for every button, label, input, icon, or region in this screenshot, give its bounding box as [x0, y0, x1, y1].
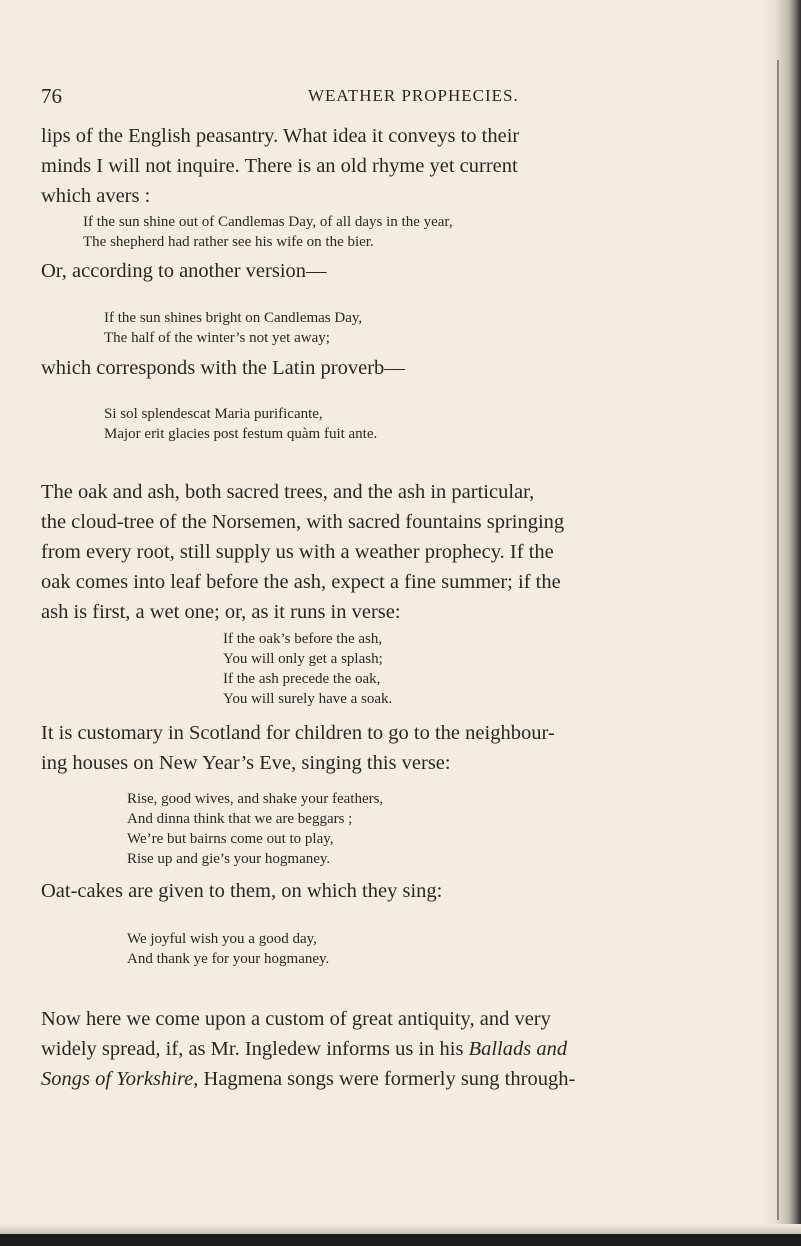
- paragraph-3: [41, 353, 717, 383]
- text-line: Or, according to another version—: [41, 260, 327, 282]
- text-line: minds I will not inquire. There is an old rhyme yet current: [41, 155, 518, 177]
- verse-2: [104, 308, 362, 348]
- book-title-part: Songs of Yorkshire: [41, 1068, 194, 1090]
- verse-line: The half of the winter’s not yet away;: [104, 330, 330, 346]
- paragraph-5: [41, 718, 717, 778]
- verse-line: The shepherd had rather see his wife on the bier.: [83, 234, 374, 250]
- page-header: [0, 84, 780, 114]
- verse-line: If the ash precede the oak,: [223, 671, 381, 687]
- text-line: It is customary in Scotland for children to go to the neighbour-: [41, 722, 555, 744]
- verse-1: [83, 212, 453, 252]
- paragraph-4: [41, 477, 717, 627]
- verse-5: [127, 789, 383, 869]
- paragraph-6: [41, 876, 717, 906]
- bottom-edge: [0, 1234, 801, 1246]
- paragraph-2: [41, 256, 717, 286]
- paragraph-7: [41, 1004, 717, 1094]
- text-line: oak comes into leaf before the ash, expect a fine summer; if the: [41, 571, 561, 593]
- text-line: [41, 1034, 717, 1064]
- text-line: Oat-cakes are given to them, on which they sing:: [41, 880, 443, 902]
- text-line: lips of the English peasantry. What idea it conveys to their: [41, 125, 520, 147]
- running-title: WEATHER PROPHECIES.: [308, 86, 519, 105]
- verse-line: We’re but bairns come out to play,: [127, 831, 334, 847]
- verse-line: And dinna think that we are beggars ;: [127, 811, 353, 827]
- book-title-part: Ballads and: [468, 1038, 568, 1060]
- verse-line: Si sol splendescat Maria purificante,: [104, 406, 323, 422]
- text-line: which avers :: [41, 185, 151, 207]
- verse-line: Rise, good wives, and shake your feathers,: [127, 791, 384, 807]
- text-line: [41, 1064, 717, 1094]
- text-line: The oak and ash, both sacred trees, and the ash in particular,: [41, 481, 535, 503]
- verse-line: If the sun shines bright on Candlemas Day,: [104, 310, 363, 326]
- page-edge-shadow: [761, 0, 801, 1246]
- verse-line: You will surely have a soak.: [223, 691, 393, 707]
- verse-line: You will only get a splash;: [223, 651, 383, 667]
- verse-line: We joyful wish you a good day,: [127, 931, 317, 947]
- verse-4: [223, 629, 392, 709]
- text-line: Now here we come upon a custom of great antiquity, and very: [41, 1008, 551, 1030]
- text-fragment: widely spread, if, as Mr. Ingledew informs us in his: [41, 1038, 469, 1060]
- verse-6: [127, 929, 329, 969]
- verse-line: Rise up and gie’s your hogmaney.: [127, 851, 331, 867]
- verse-line: If the sun shine out of Candlemas Day, of all days in the year,: [83, 214, 453, 230]
- paragraph-1: [41, 121, 717, 211]
- verse-line: And thank ye for your hogmaney.: [127, 951, 330, 967]
- bottom-shadow: [0, 1224, 801, 1234]
- page-number: 76: [41, 84, 62, 108]
- verse-line: If the oak’s before the ash,: [223, 631, 383, 647]
- text-fragment: , Hagmena songs were formerly sung through-: [193, 1068, 576, 1090]
- text-line: ash is first, a wet one; or, as it runs in verse:: [41, 601, 401, 623]
- gutter-line: [777, 60, 779, 1220]
- text-line: ing houses on New Year’s Eve, singing this verse:: [41, 752, 451, 774]
- verse-3: [104, 404, 377, 444]
- text-line: the cloud-tree of the Norsemen, with sacred fountains springing: [41, 511, 565, 533]
- text-line: from every root, still supply us with a weather prophecy. If the: [41, 541, 554, 563]
- verse-line: Major erit glacies post festum quàm fuit ante.: [104, 426, 378, 442]
- text-line: which corresponds with the Latin proverb—: [41, 357, 405, 379]
